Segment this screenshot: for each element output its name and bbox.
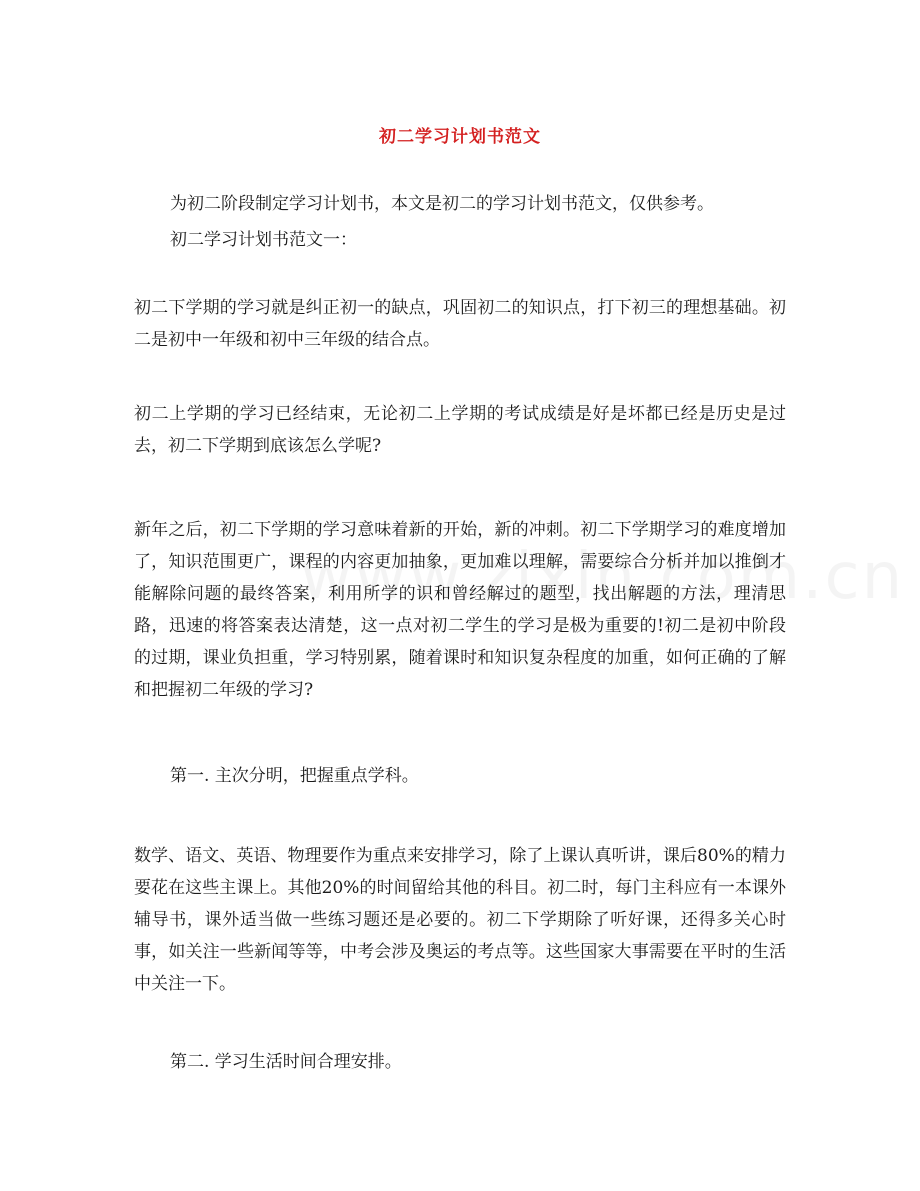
- paragraph-new-start: 新年之后，初二下学期的学习意味着新的开始，新的冲刺。初二下学期学习的难度增加了，知识范围更广，课程的内容更加抽象，更加难以理解，需要综合分析并加以推倒才能解除问题的最终答案，利用所学的识和曾经解过的题型，找出解题的方法，理清思路，迅速的将答案表达清楚，这一点对初二学生的学习是极为重要的!初二是初中阶段的过期，课业负担重，学习特别累，随着课时和知识复杂程度的加重，如何正确的了解和把握初二年级的学习?: [134, 520, 786, 700]
- intro-paragraph: 为初二阶段制定学习计划书，本文是初二的学习计划书范文，仅供参考。: [170, 194, 714, 214]
- paragraph-key-subjects: 数学、语文、英语、物理要作为重点来安排学习，除了上课认真听讲，课后80%的精力要花在这些主课上。其他20%的时间留给其他的科目。初二时，每门主科应有一本课外辅导书，课外适当做一些练习题还是必要的。初二下学期除了听好课，还得多关心时事，如关注一些新闻等等，中考会涉及奥运的考点等。这些国家大事需要在平时的生活中关注一下。: [134, 846, 786, 994]
- section-heading-one: 初二学习计划书范文一：: [170, 230, 357, 250]
- paragraph-second-term-goal: 初二下学期的学习就是纠正初一的缺点，巩固初二的知识点，打下初三的理想基础。初二是初中一年级和初中三年级的结合点。: [134, 298, 786, 350]
- point-two-heading: 第二. 学习生活时间合理安排。: [170, 1052, 402, 1072]
- document-title: 初二学习计划书范文: [379, 127, 541, 147]
- point-one-heading: 第一. 主次分明，把握重点学科。: [170, 766, 419, 786]
- paragraph-first-term-over: 初二上学期的学习已经结束，无论初二上学期的考试成绩是好是坏都已经是历史是过去，初二下学期到底该怎么学呢?: [134, 404, 786, 456]
